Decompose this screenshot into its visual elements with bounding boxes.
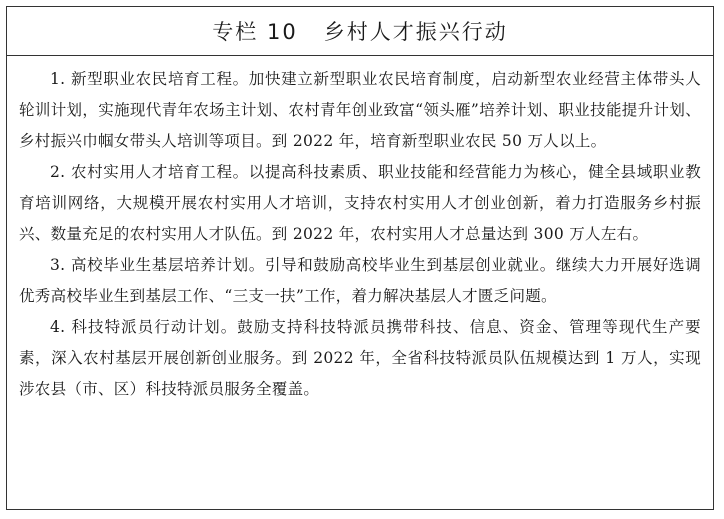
title-row xyxy=(7,7,713,56)
paragraph-practical-talent: 2. 农村实用人才培育工程。以提高科技素质、职业技能和经营能力为核心，健全县域职业教育培训网络，大规模开展农村实用人才培训，支持农村实用人才创业创新，着力打造服务乡村振兴、数量充足的农村实用人才队伍。到 2022 年，农村实用人才总量达到 300 万人左右。 xyxy=(19,163,701,243)
paragraph-graduates: 3. 高校毕业生基层培养计划。引导和鼓励高校毕业生到基层创业就业。继续大力开展好选调优秀高校毕业生到基层工作、“三支一扶”工作，着力解决基层人才匮乏问题。 xyxy=(19,256,701,305)
paragraph-new-farmers: 1. 新型职业农民培育工程。加快建立新型职业农民培育制度，启动新型农业经营主体带头人轮训计划，实施现代青年农场主计划、农村青年创业致富“领头雁”培养计划、职业技能提升计划、乡村振兴巾帼女带头人培训等项目。到 2022 年，培育新型职业农民 50 万人以上。 xyxy=(19,70,701,150)
column-content xyxy=(7,56,713,405)
column-title: 专栏 10 乡村人才振兴行动 xyxy=(212,20,508,44)
paragraph-tech-commissioners: 4. 科技特派员行动计划。鼓励支持科技特派员携带科技、信息、资金、管理等现代生产要素，深入农村基层开展创新创业服务。到 2022 年，全省科技特派员队伍规模达到 1 万人，实现涉农县（市、区）科技特派员服务全覆盖。 xyxy=(19,318,701,398)
column-box xyxy=(6,6,714,510)
